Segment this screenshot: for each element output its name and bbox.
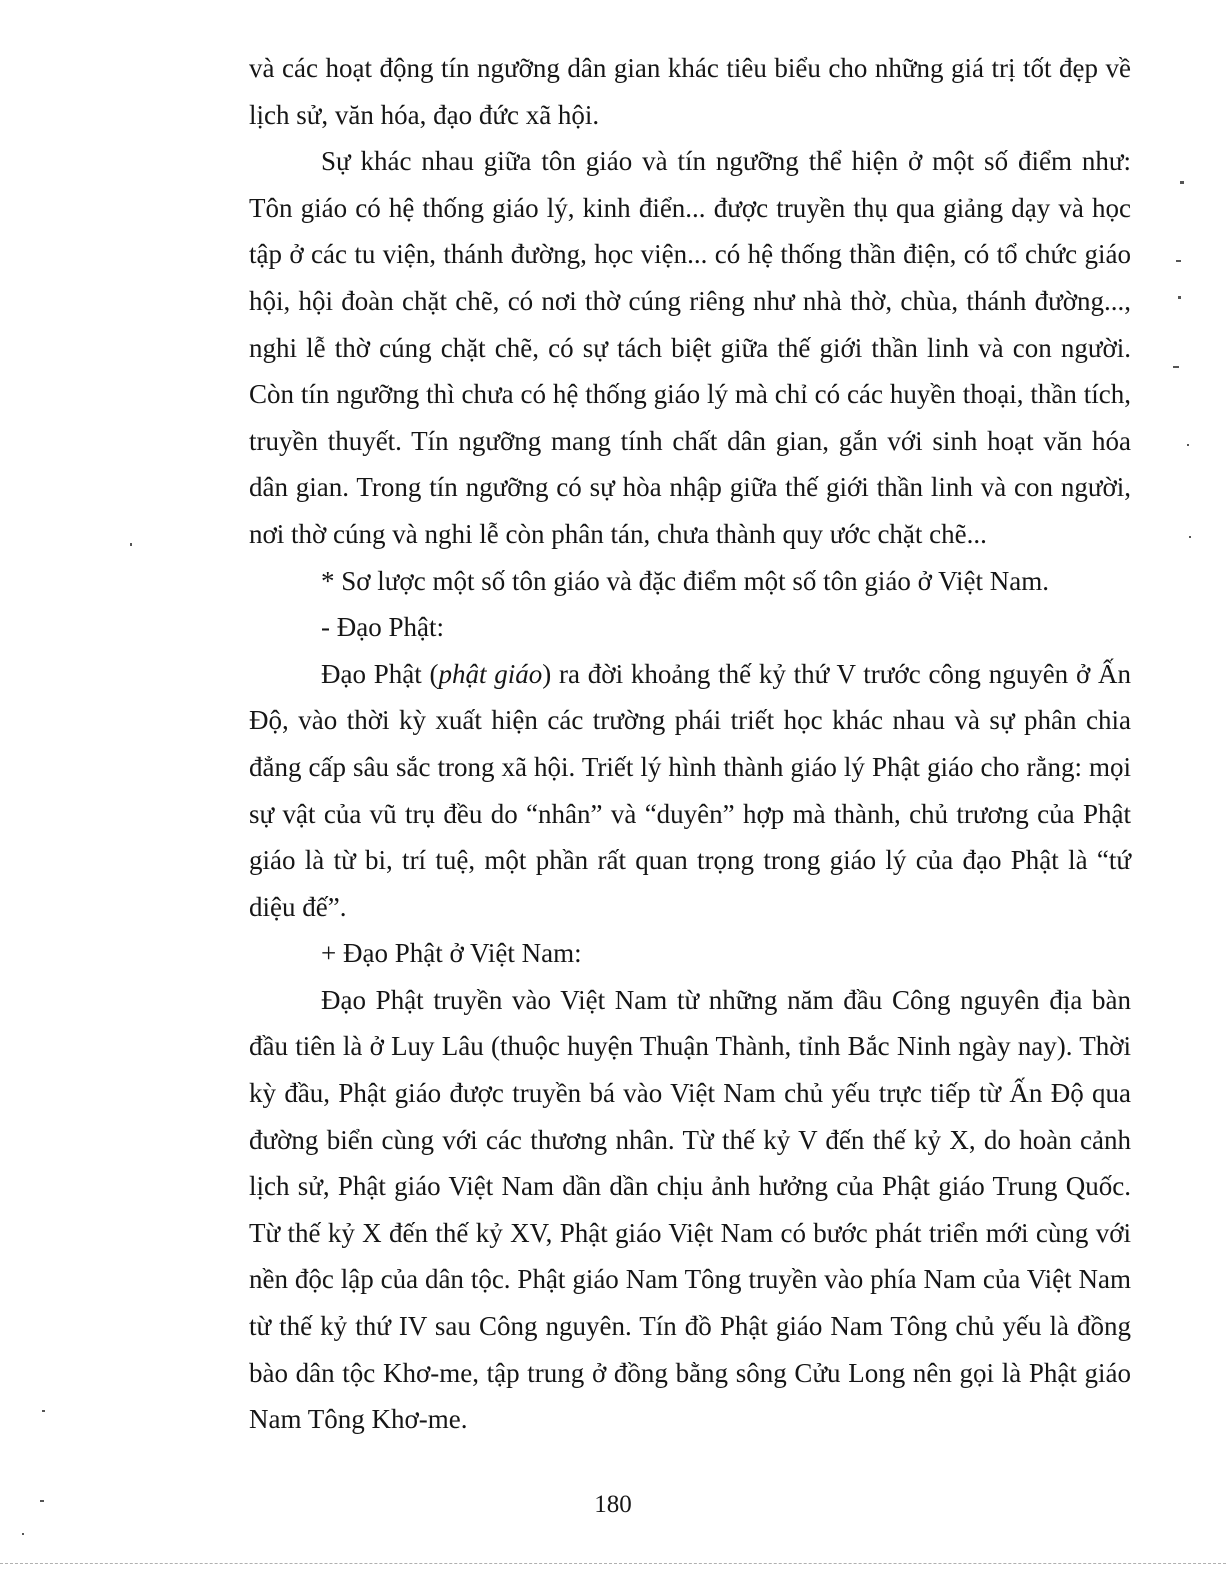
- paragraph-religion-vs-belief: Sự khác nhau giữa tôn giáo và tín ngưỡng thể hiện ở một số điểm như: Tôn giáo có hệ thống giáo lý, kinh điển... được truyền thụ qua giảng dạy và học tập ở các tu viện, thánh đường, học viện... có hệ thống thần điện, có tổ chức giáo hội, hội đoàn chặt chẽ, có nơi thờ cúng riêng như nhà thờ, chùa, thánh đường..., nghi lễ thờ cúng chặt chẽ, có sự tách biệt giữa thế giới thần linh và con người. Còn tín ngưỡng thì chưa có hệ thống giáo lý mà chỉ có các huyền thoại, thần tích, truyền thuyết. Tín ngưỡng mang tính chất dân gian, gắn với sinh hoạt văn hóa dân gian. Trong tín ngưỡng có sự hòa nhập giữa thế giới thần linh và con người, nơi thờ cúng và nghi lễ còn phân tán, chưa thành quy ước chặt chẽ...: [249, 146, 1131, 549]
- scan-speck: [1178, 296, 1181, 299]
- scan-speck: [42, 1410, 45, 1412]
- subheading-buddhism-vietnam: + Đạo Phật ở Việt Nam:: [321, 938, 582, 969]
- scan-speck: [130, 543, 132, 546]
- scan-speck: [1180, 181, 1184, 184]
- scan-speck: [40, 1500, 44, 1502]
- page-number: 180: [594, 1491, 632, 1518]
- scan-speck: [1173, 366, 1179, 368]
- section-heading-religions: * Sơ lược một số tôn giáo và đặc điểm một số tôn giáo ở Việt Nam.: [321, 565, 1050, 596]
- italic-term: phật giáo: [438, 658, 543, 689]
- scan-speck: [1176, 260, 1181, 262]
- scan-speck: [22, 1533, 24, 1535]
- scan-speck: [1189, 536, 1191, 538]
- paragraph-buddhism-origin: [249, 651, 1131, 931]
- scan-bottom-edge: [0, 1563, 1226, 1564]
- text-run: ) ra đời khoảng thế kỷ thứ V trước công nguyên ở Ấn Độ, vào thời kỳ xuất hiện các trường phái triết học khác nhau và sự phân chia đẳng cấp sâu sắc trong xã hội. Triết lý hình thành giáo lý Phật giáo cho rằng: mọi sự vật của vũ trụ đều do “nhân” và “duyên” hợp mà thành, chủ trương của Phật giáo là từ bi, trí tuệ, một phần rất quan trọng trong giáo lý của đạo Phật là “tứ diệu đế”.: [249, 658, 1131, 922]
- body-text: [249, 45, 1131, 1443]
- subheading-buddhism: - Đạo Phật:: [321, 612, 444, 643]
- scan-speck: [1187, 444, 1189, 446]
- paragraph-buddhism-vietnam-history: Đạo Phật truyền vào Việt Nam từ những năm đầu Công nguyên địa bàn đầu tiên là ở Luy Lâu (thuộc huyện Thuận Thành, tỉnh Bắc Ninh ngày nay). Thời kỳ đầu, Phật giáo được truyền bá vào Việt Nam chủ yếu trực tiếp từ Ấn Độ qua đường biển cùng với các thương nhân. Từ thế kỷ V đến thế kỷ X, do hoàn cảnh lịch sử, Phật giáo Việt Nam dần dần chịu ảnh hưởng của Phật giáo Trung Quốc. Từ thế kỷ X đến thế kỷ XV, Phật giáo Việt Nam có bước phát triển mới cùng với nền độc lập của dân tộc. Phật giáo Nam Tông truyền vào phía Nam của Việt Nam từ thế kỷ thứ IV sau Công nguyên. Tín đồ Phật giáo Nam Tông chủ yếu là đồng bào dân tộc Khơ-me, tập trung ở đồng bằng sông Cửu Long nên gọi là Phật giáo Nam Tông Khơ-me.: [249, 984, 1131, 1435]
- paragraph-continuation: và các hoạt động tín ngưỡng dân gian khác tiêu biểu cho những giá trị tốt đẹp về lịch sử, văn hóa, đạo đức xã hội.: [249, 53, 1131, 130]
- text-run: Đạo Phật (: [321, 658, 439, 689]
